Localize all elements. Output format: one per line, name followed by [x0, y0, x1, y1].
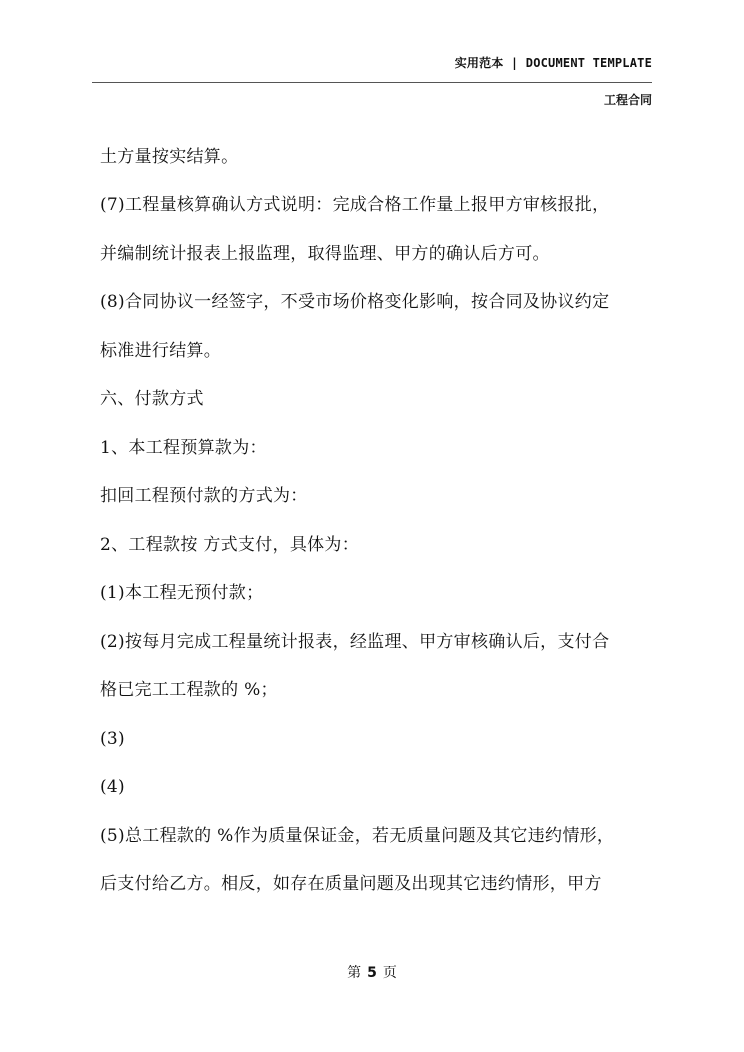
body-line: 2、工程款按 方式支付，具体为：	[100, 535, 360, 555]
body-line: 扣回工程预付款的方式为：	[100, 486, 308, 506]
section-heading: 六、付款方式	[100, 389, 204, 409]
header-divider	[92, 82, 652, 83]
body-line: (7)工程量核算确认方式说明：完成合格工作量上报甲方审核报批，	[100, 195, 610, 215]
body-line: 1、本工程预算款为：	[100, 438, 267, 458]
page-number: 5	[367, 965, 377, 981]
body-line: (8)合同协议一经签字，不受市场价格变化影响，按合同及协议约定	[100, 292, 610, 312]
page-footer	[0, 962, 744, 982]
body-line: (2)按每月完成工程量统计报表，经监理、甲方审核确认后，支付合	[100, 632, 610, 652]
page-number-prefix: 第	[347, 965, 362, 981]
body-line: 并编制统计报表上报监理，取得监理、甲方的确认后方可。	[100, 244, 550, 264]
body-line: (1)本工程无预付款；	[100, 583, 264, 603]
body-line: 格已完工工程款的 %；	[100, 680, 278, 700]
document-header-subtitle: 工程合同	[603, 93, 652, 107]
body-line: (5)总工程款的 %作为质量保证金，若无质量问题及其它违约情形，	[100, 826, 615, 846]
body-line: 标准进行结算。	[100, 341, 222, 361]
page-number-suffix: 页	[382, 965, 397, 981]
body-line: 后支付给乙方。相反，如存在质量问题及出现其它违约情形，甲方	[100, 874, 602, 894]
document-header-title: 实用范本 | DOCUMENT TEMPLATE	[454, 56, 652, 70]
body-line: (4)	[100, 777, 125, 797]
body-line: 土方量按实结算。	[100, 147, 239, 167]
body-line: (3)	[100, 729, 125, 749]
